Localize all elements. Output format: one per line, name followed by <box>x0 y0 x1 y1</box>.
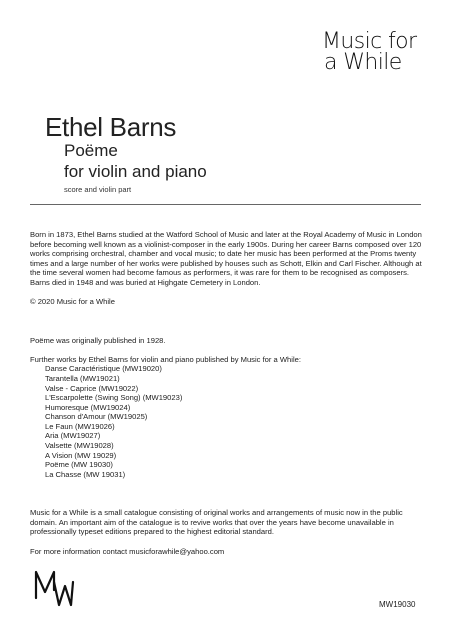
list-item: Aria (MW19027) <box>45 431 101 441</box>
list-item: Humoresque (MW19024) <box>45 402 131 412</box>
publication-note: Poëme was originally published in 1928. <box>30 335 166 345</box>
list-item: La Chasse (MW 19031) <box>45 469 126 479</box>
copyright-line: © 2020 Music for a While <box>30 297 115 307</box>
body-text <box>30 230 430 556</box>
composer-name: Ethel Barns <box>45 112 177 142</box>
list-item: Chanson d'Amour (MW19025) <box>45 412 148 422</box>
further-works-list <box>30 364 430 479</box>
logo-line-1: Music for <box>322 29 417 54</box>
list-item: Valsette (MW19028) <box>45 441 114 451</box>
further-works-intro: Further works by Ethel Barns for violin and piano published by Music for a While: <box>30 354 301 364</box>
title-divider <box>30 204 421 205</box>
list-item: Poëme (MW 19030) <box>45 460 113 470</box>
work-title-block <box>64 140 207 182</box>
list-item: Le Faun (MW19026) <box>45 421 115 431</box>
list-item: A Vision (MW 19029) <box>45 450 117 460</box>
catalogue-code: MW19030 <box>379 600 416 609</box>
logo-line-2: a While <box>324 50 402 75</box>
publisher-logo <box>322 31 422 74</box>
work-title: Poëme <box>64 141 118 160</box>
contact-line: For more information contact musicforawhile@yahoo.com <box>30 546 225 556</box>
composer-biography: Born in 1873, Ethel Barns studied at the Watford School of Music and later at the Royal Academy of Music in London before becoming well known as a violinist-composer in the early 1900s. During her career Barns composed over 120 works comprising orchestral, chamber and vocal music; to date her music has been performed at the Proms twenty times and a large number of her works were published by houses such as Schott, Elkin and Carl Fischer. Although at the time several women had become famous as performers, it was rare for them to be recognised as composers. Barns died in 1948 and was buried at Highgate Cemetery in London. <box>30 230 422 287</box>
list-item: Danse Caractéristique (MW19020) <box>45 364 162 374</box>
catalogue-description: Music for a While is a small catalogue consisting of original works and arrangements of music now in the public domain. An important aim of the catalogue is to revive works that over the years have become unavailable in professionally typeset editions prepared to the highest editorial standard. <box>30 508 403 537</box>
list-item: Valse - Caprice (MW19022) <box>45 383 139 393</box>
edition-subtitle: score and violin part <box>64 185 132 194</box>
mw-monogram-icon <box>33 568 75 608</box>
list-item: L'Escarpolette (Swing Song) (MW19023) <box>45 393 183 403</box>
list-item: Tarantella (MW19021) <box>45 373 120 383</box>
work-instrumentation: for violin and piano <box>64 162 207 181</box>
